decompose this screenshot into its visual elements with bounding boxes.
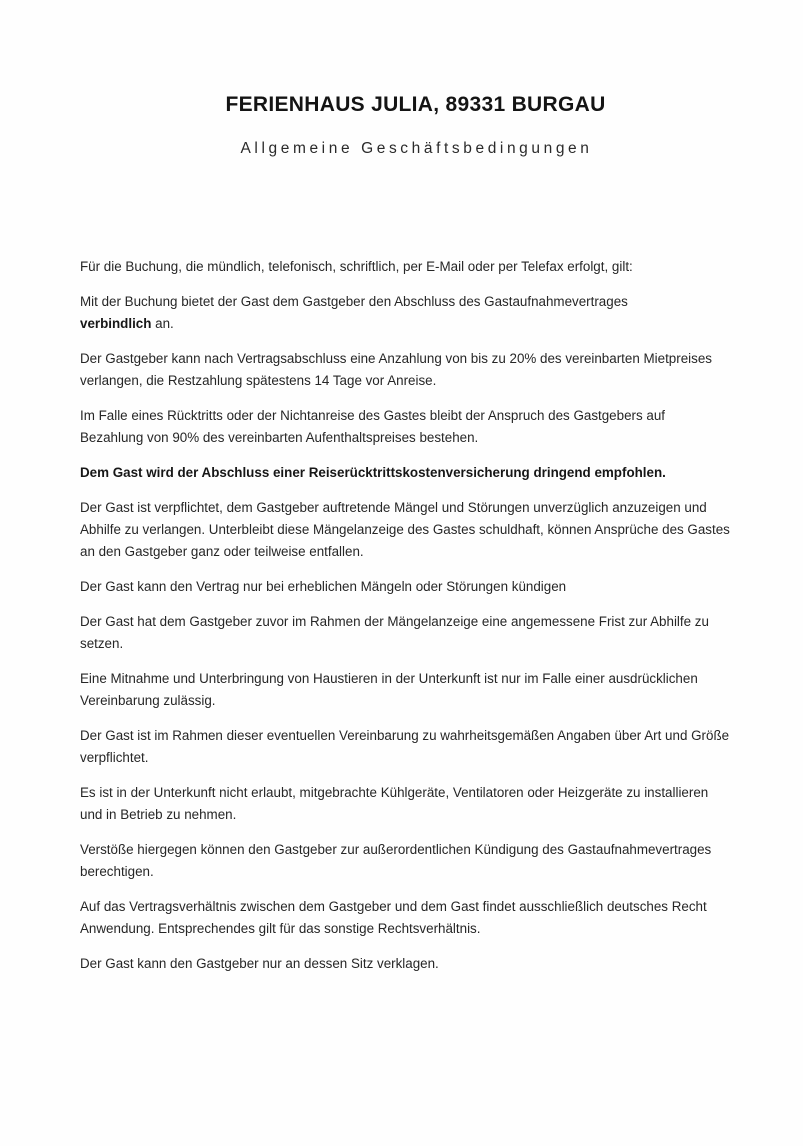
document-title: FERIENHAUS JULIA, 89331 BURGAU xyxy=(225,93,606,116)
paragraph-violations: Verstöße hiergegen können den Gastgeber zur außerordentlichen Kündigung des Gastaufnahmevertrages berechtigen. xyxy=(80,842,712,879)
paragraph-booking-scope: Für die Buchung, die mündlich, telefonisch, schriftlich, per E-Mail oder per Telefax erfolgt, gilt: xyxy=(80,259,633,274)
paragraph-cancellation: Im Falle eines Rücktritts oder der Nichtanreise des Gastes bleibt der Anspruch des Gastgebers auf Bezahlung von 90% des vereinbarten Aufenthaltspreises bestehen. xyxy=(80,408,666,445)
paragraph-remedy-deadline: Der Gast hat dem Gastgeber zuvor im Rahmen der Mängelanzeige eine angemessene Frist zur Abhilfe zu setzen. xyxy=(80,614,709,651)
paragraph-deposit: Der Gastgeber kann nach Vertragsabschluss eine Anzahlung von bis zu 20% des vereinbarten Mietpreises verlangen, die Restzahlung spätestens 14 Tage vor Anreise. xyxy=(80,351,712,388)
paragraph-pet-details: Der Gast ist im Rahmen dieser eventuellen Vereinbarung zu wahrheitsgemäßen Angaben über Art und Größe verpflichtet. xyxy=(80,728,730,765)
document-subtitle: Allgemeine Geschäftsbedingungen xyxy=(240,140,593,157)
paragraph-defect-reporting: Der Gast ist verpflichtet, dem Gastgeber auftretende Mängel und Störungen unverzüglich anzuzeigen und Abhilfe zu verlangen. Unterbleibt diese Mängelanzeige des Gastes schuldhaft, können Ansprüche des Gastes an den Gastgeber ganz oder teilweise entfallen. xyxy=(80,500,730,559)
paragraph-jurisdiction: Der Gast kann den Gastgeber nur an dessen Sitz verklagen. xyxy=(80,956,439,971)
paragraph-insurance-recommendation: Dem Gast wird der Abschluss einer Reiserücktrittskostenversicherung dringend empfohlen. xyxy=(80,465,666,480)
terms-body xyxy=(80,256,730,988)
paragraph-booking-offer: Mit der Buchung bietet der Gast dem Gastgeber den Abschluss des Gastaufnahmevertrages verbindlich an. xyxy=(80,294,628,331)
paragraph-appliances: Es ist in der Unterkunft nicht erlaubt, mitgebrachte Kühlgeräte, Ventilatoren oder Heizgeräte zu installieren und in Betrieb zu nehmen. xyxy=(80,785,709,822)
emphasis-binding: verbindlich xyxy=(80,316,152,331)
paragraph-termination: Der Gast kann den Vertrag nur bei erheblichen Mängeln oder Störungen kündigen xyxy=(80,579,567,594)
paragraph-pets: Eine Mitnahme und Unterbringung von Haustieren in der Unterkunft ist nur im Falle einer ausdrücklichen Vereinbarung zulässig. xyxy=(80,671,698,708)
paragraph-governing-law: Auf das Vertragsverhältnis zwischen dem Gastgeber und dem Gast findet ausschließlich deutsches Recht Anwendung. Entsprechendes gilt für das sonstige Rechtsverhältnis. xyxy=(80,899,707,936)
